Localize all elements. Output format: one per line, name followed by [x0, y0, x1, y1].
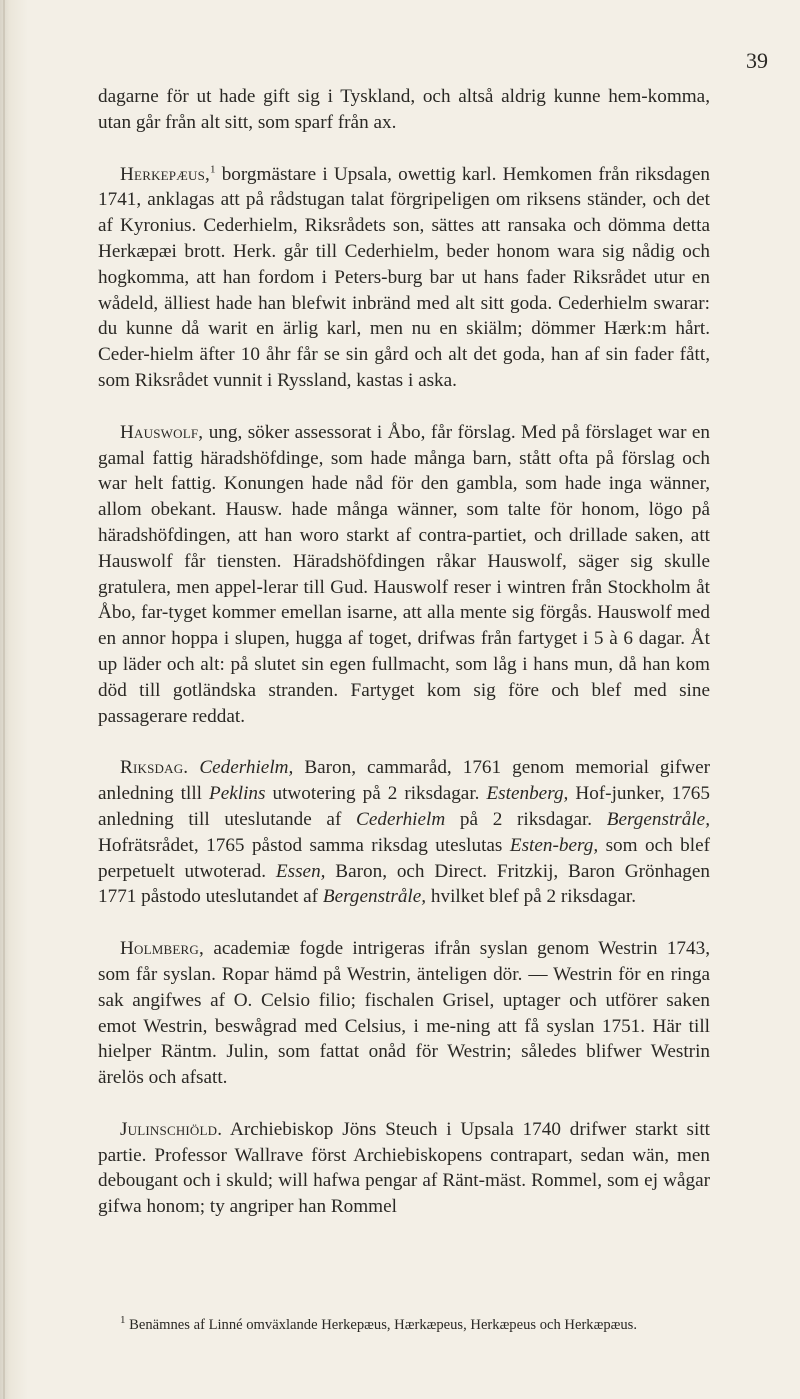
footnote [98, 1314, 710, 1336]
text-run: Archiebiskop Jöns Steuch i Upsala 1740 drifwer starkt sitt partie. Professor Wallrave först Archiebiskopens contrapart, sedan wän, men debougant och i skuld; will hafwa pengar af Ränt-mäst. Rommel, som ej wågar gifwa honom; ty angriper han Rommel [98, 1118, 710, 1218]
italic-name: Bergenstråle, [606, 808, 710, 830]
footnote-text: Benämnes af Linné omväxlande Herkepæus, Hærkæpeus, Herkæpeus och Herkæpæus. [125, 1317, 637, 1333]
paragraph [98, 420, 710, 730]
italic-name: Peklins [209, 783, 266, 805]
text-run: Baron, cammaråd, 1761 genom memorial gifwer anledning tlll [98, 757, 710, 805]
text-run: hvilket blef på 2 riksdagar. [426, 886, 637, 908]
entry-heading: Herkepæus, [120, 163, 211, 185]
text-run: som och blef perpetuelt utwoterad. [98, 834, 710, 882]
paragraph [98, 755, 710, 910]
paragraph [98, 1117, 710, 1220]
italic-name: Estenberg, [486, 783, 569, 805]
text-run: Hof-junker, 1765 anledning till uteslutande af [98, 783, 710, 830]
paragraph [98, 936, 710, 1091]
footnote-marker: 1 [120, 1314, 126, 1327]
footnote-ref: 1 [210, 163, 216, 176]
text-run: Hofrätsrådet, 1765 påstod samma riksdag uteslutas [98, 834, 510, 856]
body-text [98, 84, 710, 1246]
text-run [188, 757, 199, 778]
text-run: academiæ fogde intrigeras ifrån syslan genom Westrin 1743, som får syslan. Ropar hämd på Westrin, änteligen dör. — Westrin för en ringa sak angifwes af O. Celsio filio; fischalen Grisel, uptager och utförer saken emot Westrin, beswågrad med Celsius, i me-ning att få syslan 1751. Här till hielper Räntm. Julin, som fattat onåd för Westrin; således blifwer Westrin ärelös och afsatt. [98, 938, 710, 1089]
text-run: borgmästare i Upsala, owettig karl. Hemkomen från riksdagen 1741, anklagas att på rådstugan talat förgripeligen om riksens ständer, och det af Kyronius. Cederhielm, Riksrådets son, sättes att ransaka och dömma detta Herkæpæi brott. Herk. går till Cederhielm, beder honom wara sig nådig och hogkomma, att han fordom i Peters-burg bar ut hans fader Riksrådet utur en wådeld, älliest hade han blefwit inbränd med alt sitt goda. Cederhielm swarar: du kunne då warit en ärlig karl, men nu en skiälm; dömmer Hærk:m hårt. Ceder-hielm äfter 10 åhr får se sin gård och alt det goda, han af sin fader fått, som Riksrådet vunnit i Ryssland, kastas i aska. [98, 163, 710, 391]
text-run: ung, söker assessorat i Åbo, får förslag. Med på förslaget war en gamal fattig häradshöfdinge, som hade många barn, stått ofta på förslag och war helt fattig. Konungen hade nåd för den gambla, som hade inga wänner, allom obekant. Hausw. hade många wänner, som talte för honom, lögo på häradshöfdingen, att han woro starkt af contra-partiet, och drillade saken, att Hauswolf får tiensten. Häradshöfdingen råkar Hauswolf, säger sig skulle gratulera, men appel-lerar till Gud. Hauswolf reser i wintren från Stockholm åt Åbo, far-tyget kommer emellan isarne, att alla mente sig förgås. Hauswolf med en annor hoppa i slupen, hugga af toget, drifwas från fartyget i 5 à 6 dagar. Åt up läder och alt: på slutet sin egen fullmacht, som låg i hans mun, då han kom död till gotländska stranden. Fartyget kom sig före och blef med sine passagerare reddat. [98, 421, 710, 727]
text-run: på 2 riksdagar. [445, 808, 607, 830]
italic-name: Cederhielm, [199, 757, 294, 779]
entry-heading: Riksdag. [120, 757, 189, 779]
italic-name: Esten-berg, [509, 834, 599, 856]
italic-name: Bergenstråle, [322, 886, 427, 908]
paragraph [98, 84, 710, 136]
italic-name: Essen, [275, 860, 326, 882]
text-run: utwotering på 2 riksdagar. [265, 783, 487, 805]
entry-heading: Julinschiöld. [120, 1118, 223, 1140]
page-number: 39 [746, 48, 768, 73]
text-run: dagarne för ut hade gift sig i Tyskland, och altså aldrig kunne hem-komma, utan går från alt sitt, som sparf från ax. [98, 86, 710, 133]
page-edge [3, 0, 5, 1399]
entry-heading: Hauswolf, [120, 421, 204, 443]
italic-name: Cederhielm [356, 808, 446, 830]
text-run: Baron, och Direct. Fritzkij, Baron Grönhagen 1771 påstodo uteslutandet af [98, 860, 711, 908]
entry-heading: Holmberg, [120, 938, 205, 960]
paragraph [98, 162, 710, 394]
